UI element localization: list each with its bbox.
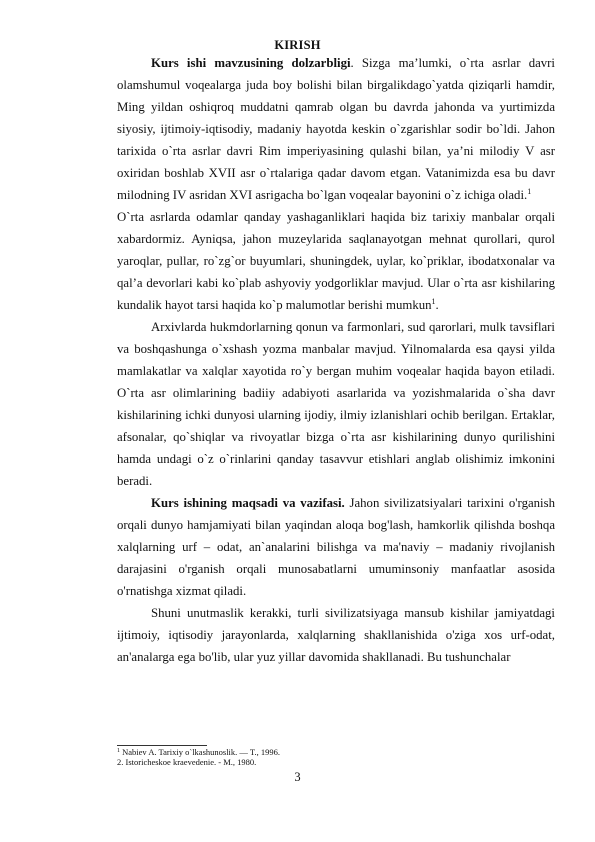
paragraph-civilization: [117, 602, 555, 668]
footnote-1-text: Nabiev A. Tarixiy o`lkashunoslik. — T., 1996.: [120, 747, 280, 757]
goal-text: Jahon sivilizatsiyalari tarixini o'rganish orqali dunyo hamjamiyati bilan yaqindan aloqa bog'lash, hamkorlik qilishda boshqa xalqlarning urf – odat, an`analarini bilishga va ma'naviy – madaniy rivojlanish darajasini o'rganish orqali munosabatlarni umuminsoniy manfaatlar asosida o'rnatishga xizmat qiladi.: [117, 496, 555, 598]
goal-label: Kurs ishining maqsadi va vazifasi.: [151, 496, 345, 510]
body-text: [117, 52, 555, 668]
page-number: 3: [294, 770, 301, 784]
paragraph-goal: [117, 492, 555, 602]
archives-text: Arxivlarda hukmdorlarning qonun va farmonlari, sud qarorlari, mulk tavsiflari va boshqashunga o`xshash yozma manbalar mavjud. Yilnomalarda esa qaysi yilda mamlakatlar va xalqlar xayotida ro`y bergan muhim voqealar haqida bayon etiladi. O`rta asr olimlarining badiiy adabiyoti asarlarida va yozishmalarida o`sha davr kishilarining ichki dunyosi ularning ijodiy, ilmiy izlanishlari ochib berilgan. Ertaklar, afsonalar, qo`shiqlar va rivoyatlar bizga o`rta asr kishilarining dunyo qurilishini hamda undagi o`z o`rinlarini qanday tasavvur etishlari anglab olishimiz imkonini beradi.: [117, 320, 555, 488]
paragraph-sources: [117, 206, 555, 316]
relevance-text: . Sizga ma’lumki, o`rta asrlar davri olamshumul voqealarga juda boy bolishi bilan birgalikdago`yatda qiziqarli hamdir, Ming yildan oshiqroq muddatni qamrab olgan bu davrda jahonda va yurtimizda siyosiy, ijtimoiy-iqtisodiy, madaniy hayotda keskin o`zgarishlar sodir bo`ldi. Jahon tarixida o`rta asrlar davri Rim imperiyasining qulashi bilan, ya’ni milodiy V asr oxiridan boshlab XVII asr o`rtalariga qadar davom etgan. Vatanimizda esa bu davr milodning IV asridan XVI asrigacha bo`lgan voqealar bayonini o`z ichiga oladi.: [117, 56, 555, 202]
footnote-ref: 1: [431, 297, 436, 306]
footnote-1: [117, 747, 555, 757]
footnote-divider: [117, 745, 207, 746]
paragraph-relevance: [117, 52, 555, 206]
page-title: KIRISH: [274, 38, 321, 52]
relevance-label: Kurs ishi mavzusining dolzarbligi: [151, 56, 351, 70]
civilization-text: Shuni unutmaslik kerakki, turli sivilizatsiyaga mansub kishilar jamiyatdagi ijtimoiy, iqtisodiy jarayonlarda, xalqlarning shakllanishida o'ziga xos urf-odat, an'analarga ega bo'lib, ular yuz yillar davomida shakllanadi. Bu tushunchalar: [117, 606, 555, 664]
footnote-1-mark: 1: [117, 748, 120, 754]
footnote-ref: 1: [527, 187, 532, 196]
paragraph-archives: [117, 316, 555, 492]
footnote-2: 2. Istoricheskoe kraevedenie. - M., 1980.: [117, 757, 257, 767]
sources-end: .: [435, 298, 439, 312]
sources-text: O`rta asrlarda odamlar qanday yashaganliklari haqida biz tarixiy manbalar orqali xabardormiz. Ayniqsa, jahon muzeylarida saqlanayotgan mehnat qurollari, qurol yaroqlar, pullar, ro`zg`or buyumlari, shuningdek, uylar, ko`priklar, ibodatxonalar va qal’a devorlari kabi ko`plab ashyoviy yodgorliklar mavjud. Ular o`rta asr kishilaring kundalik hayot tarsi haqida ko`p malumotlar berishi mumkun: [117, 210, 555, 312]
